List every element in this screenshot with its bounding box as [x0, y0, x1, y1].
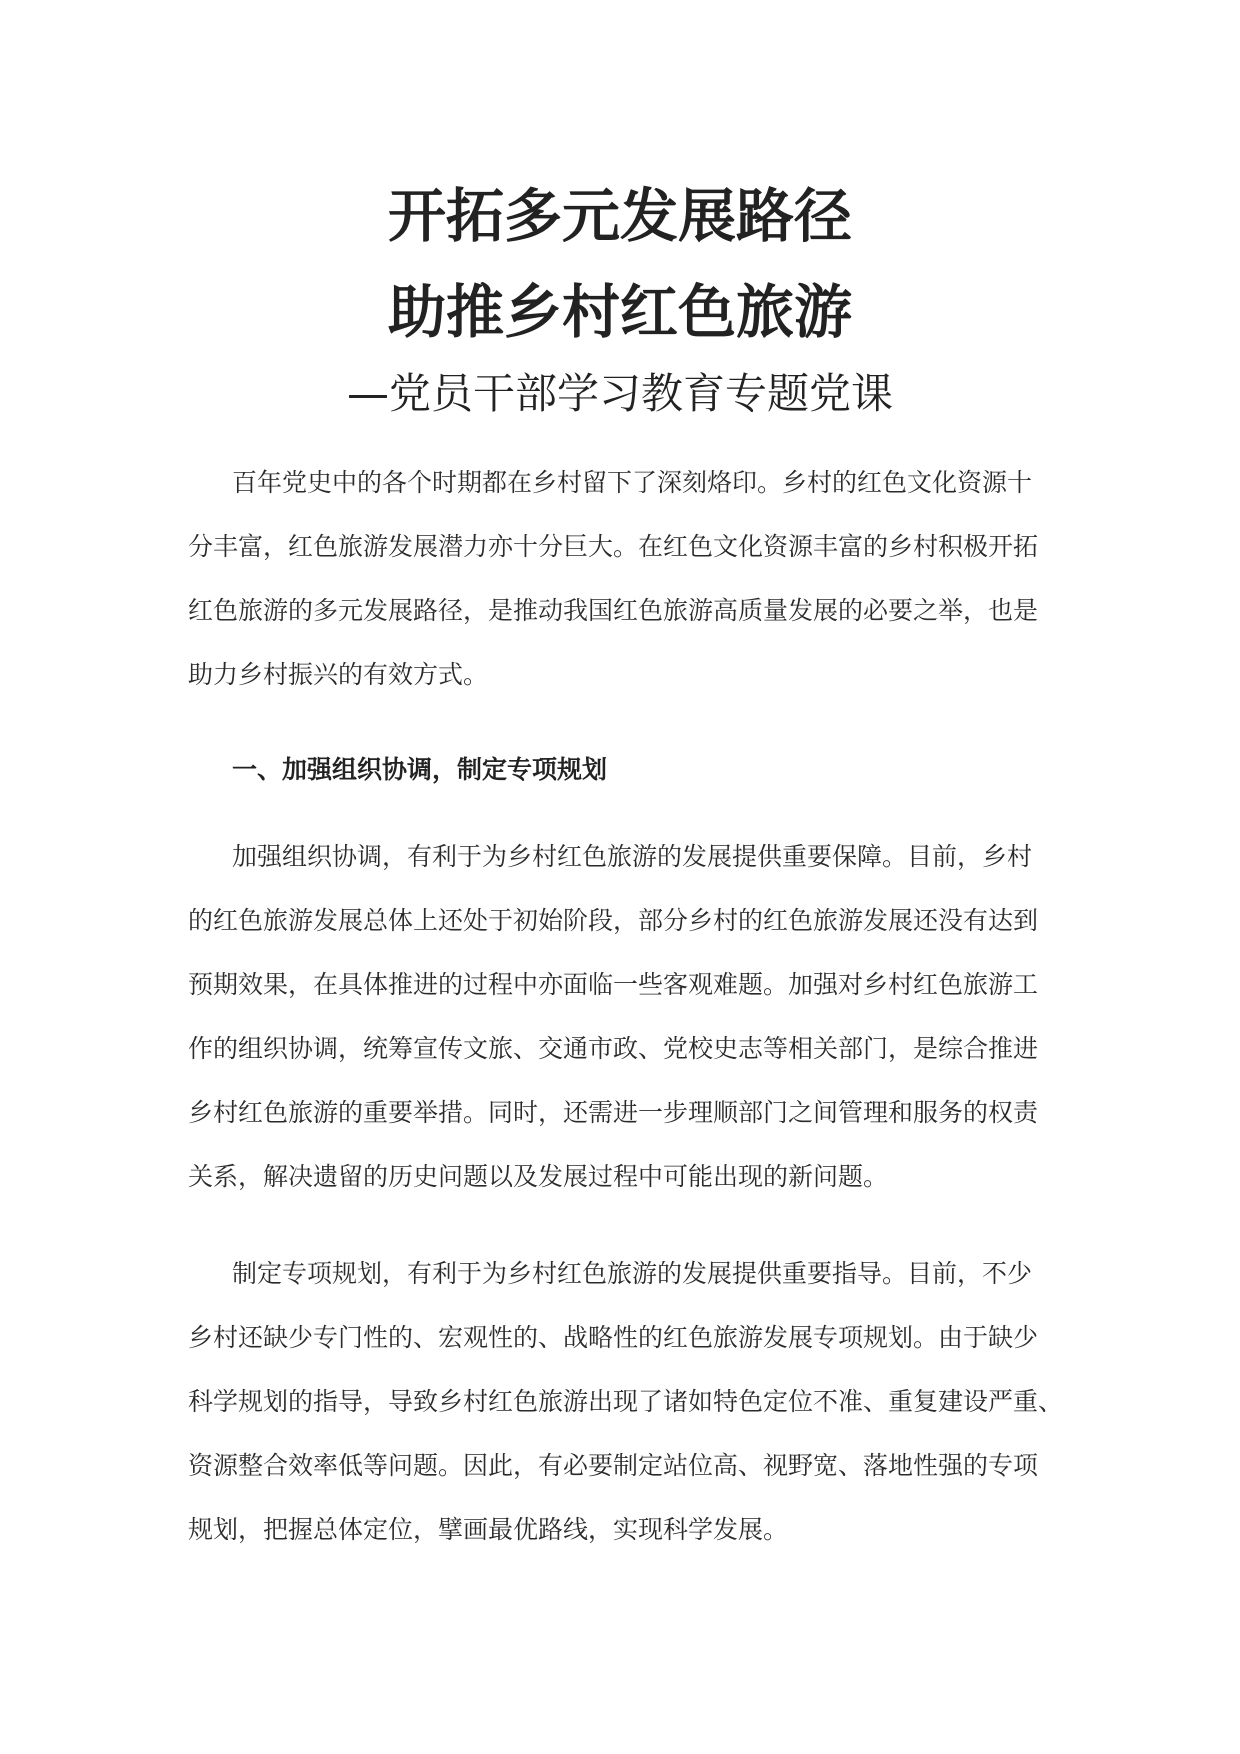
paragraph-line: 规划，把握总体定位，擘画最优路线，实现科学发展。 — [188, 1515, 789, 1544]
paragraph-line: 分丰富，红色旅游发展潜力亦十分巨大。在红色文化资源丰富的乡村积极开拓 — [188, 532, 1039, 561]
paragraph-line: 百年党史中的各个时期都在乡村留下了深刻烙印。乡村的红色文化资源十 — [232, 468, 1033, 497]
section1-paragraph-2 — [188, 1242, 1068, 1562]
section-heading-1: 一、加强组织协调，制定专项规划 — [232, 755, 608, 784]
title-line-2: 助推乡村红色旅游 — [387, 278, 852, 346]
paragraph-line: 资源整合效率低等问题。因此，有必要制定站位高、视野宽、落地性强的专项 — [188, 1451, 1039, 1480]
paragraph-line: 的红色旅游发展总体上还处于初始阶段，部分乡村的红色旅游发展还没有达到 — [188, 906, 1039, 935]
intro-paragraph — [188, 451, 1068, 707]
title-line-1: 开拓多元发展路径 — [387, 182, 852, 250]
paragraph-line: 作的组织协调，统筹宣传文旅、交通市政、党校史志等相关部门，是综合推进 — [188, 1034, 1039, 1063]
paragraph-line: 乡村红色旅游的重要举措。同时，还需进一步理顺部门之间管理和服务的权责 — [188, 1098, 1039, 1127]
paragraph-line: 制定专项规划，有利于为乡村红色旅游的发展提供重要指导。目前，不少 — [232, 1259, 1033, 1288]
paragraph-line: 加强组织协调，有利于为乡村红色旅游的发展提供重要保障。目前，乡村 — [232, 842, 1033, 871]
section1-paragraph-1 — [188, 825, 1068, 1209]
paragraph-line: 关系，解决遗留的历史问题以及发展过程中可能出现的新问题。 — [188, 1162, 889, 1191]
paragraph-line: 乡村还缺少专门性的、宏观性的、战略性的红色旅游发展专项规划。由于缺少 — [188, 1323, 1039, 1352]
paragraph-line: 红色旅游的多元发展路径，是推动我国红色旅游高质量发展的必要之举，也是 — [188, 596, 1039, 625]
paragraph-line: 科学规划的指导，导致乡村红色旅游出现了诸如特色定位不准、重复建设严重、 — [188, 1387, 1064, 1416]
paragraph-line: 预期效果，在具体推进的过程中亦面临一些客观难题。加强对乡村红色旅游工 — [188, 970, 1039, 999]
paragraph-line: 助力乡村振兴的有效方式。 — [188, 660, 489, 689]
subtitle: —党员干部学习教育专题党课 — [346, 369, 893, 418]
